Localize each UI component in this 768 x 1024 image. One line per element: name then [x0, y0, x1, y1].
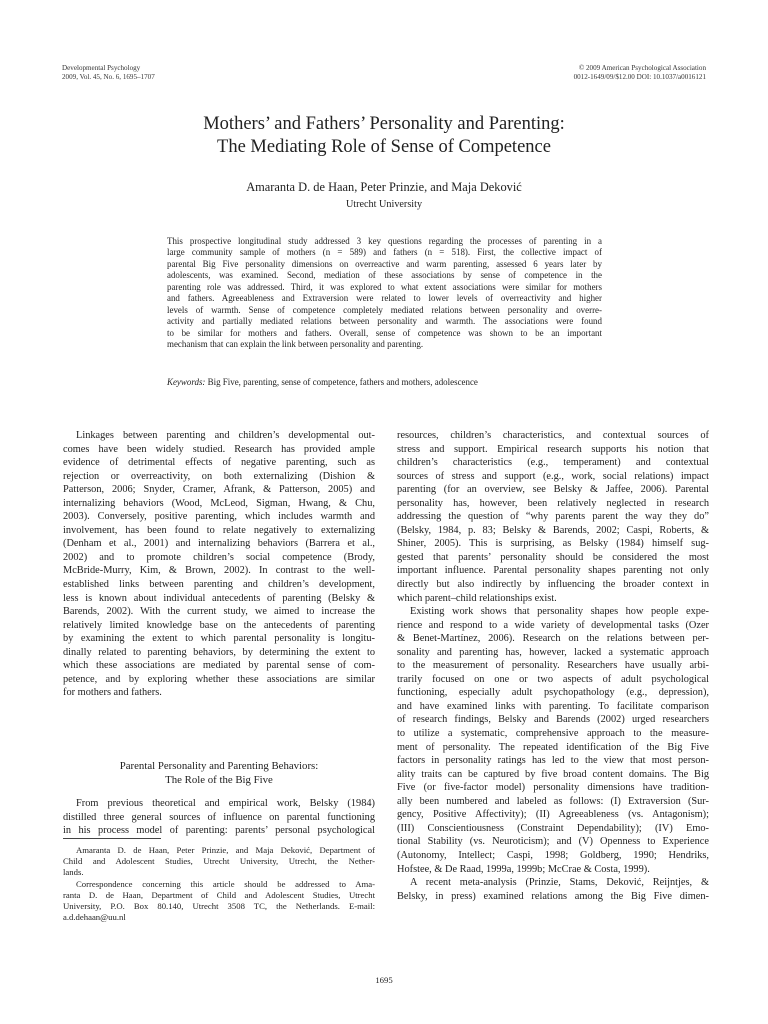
- body-line: sources of stress and support (e.g., work, social relations) impact: [397, 470, 709, 482]
- body-line: Existing work shows that personality shapes how people expe-: [410, 606, 709, 618]
- footnote-line: Child and Adolescent Studies, Utrecht University, Utrecht, the Nether-: [63, 856, 375, 867]
- body-line: personality has, however, been relatively neglected in research: [397, 497, 709, 509]
- abstract-line: parenting role was addressed. Third, it was explored to what extent associations were similar for mothers: [167, 281, 602, 292]
- journal-citation: [62, 64, 155, 81]
- body-line: tional Stability (vs. Neuroticism); and (V) Openness to Experience: [397, 836, 709, 848]
- body-line: and have examined links with parenting. To facilitate comparison: [397, 700, 709, 712]
- abstract-line: to be similar for mothers and fathers. Overall, sense of competence was shown to be an important: [167, 327, 602, 338]
- body-line: addressing the question of “why parents parent the way they do”: [397, 511, 709, 523]
- footnote-line: ranta D. de Haan, Department of Child and Adolescent Studies, Utrecht: [63, 889, 375, 900]
- body-line: established links between parenting and children’s development,: [63, 579, 375, 591]
- body-line: resources, children’s characteristics, and contextual sources of: [397, 430, 709, 441]
- abstract-line: large community sample of mothers (n = 589) and fathers (n = 518). First, the collective impact of: [167, 247, 602, 258]
- body-line: involvement, has been found to relate negatively to externalizing: [63, 524, 375, 536]
- abstract-line: and fathers. Agreeableness and Extraversion were related to lower levels of overreactivity and higher: [167, 293, 602, 304]
- body-line: ally been numbered and labeled as follows: (I) Extraversion (Sur-: [397, 795, 709, 807]
- author-list: Amaranta D. de Haan, Peter Prinzie, and Maja Deković: [246, 180, 522, 194]
- footnote-line: a.d.dehaan@uu.nl: [63, 912, 126, 923]
- body-line: Linkages between parenting and children’s developmental out-: [76, 430, 375, 441]
- body-line: of research findings, Belsky and Barends (2002) urged researchers: [397, 714, 709, 726]
- body-line: From previous theoretical and empirical work, Belsky (1984): [76, 798, 375, 809]
- body-line: (Belsky, 1984, p. 83; Belsky & Barends, 2002; Caspi, Roberts, &: [397, 524, 709, 536]
- body-line: less is known about individual antecedents of parenting (Belsky &: [63, 592, 375, 604]
- body-line: distilled three general sources of influence on parental functioning: [63, 811, 375, 823]
- body-line: comes have been widely studied. Research has provided ample: [63, 443, 375, 455]
- abstract-line: parental Big Five personality dimensions on overreactive and warm parenting, assessed 6 years later by: [167, 258, 602, 269]
- copyright-block: [574, 64, 706, 81]
- body-line: Shiner, 2005). This is surprising, as Belsky (1984) himself sug-: [397, 538, 709, 550]
- body-line: factors in personality ratings has led to the view that most person-: [397, 755, 709, 767]
- body-line: in his process model of parenting: parents’ personal psychological: [63, 825, 375, 837]
- copyright-line: © 2009 American Psychological Association: [578, 64, 706, 72]
- affiliation: Utrecht University: [345, 199, 423, 210]
- right-column: [397, 429, 709, 903]
- body-line: petence, and by exploring whether these associations are similar: [63, 673, 375, 685]
- abstract-line: mechanism that can explain the link between personality and parenting.: [167, 339, 424, 350]
- body-line: which parent–child relationships exist.: [397, 592, 557, 604]
- footnote-line: lands.: [63, 867, 84, 878]
- page-number: 1695: [375, 975, 393, 985]
- body-line: Hofstee, & De Raad, 1999a, 1999b; McCrae & Costa, 1999).: [397, 863, 650, 875]
- journal-volume: 2009, Vol. 45, No. 6, 1695–1707: [62, 72, 155, 81]
- body-line: 2003). Conversely, positive parenting, which includes warmth and: [63, 511, 375, 523]
- body-line: internalizing behaviors (Wood, McLeod, Sigman, Hwang, & Chu,: [63, 497, 375, 509]
- keywords: [167, 377, 602, 388]
- body-line: to utilize a systematic, comprehensive approach to the measure-: [397, 728, 709, 740]
- body-line: (Denham et al., 2001) and internalizing behaviors (Barrera et al.,: [63, 538, 375, 550]
- body-line: functioning, especially adult psychopathology (e.g., depression),: [397, 687, 709, 699]
- body-line: A recent meta-analysis (Prinzie, Stams, Deković, Reijntjes, &: [410, 877, 709, 889]
- section-heading-line: The Role of the Big Five: [165, 774, 273, 786]
- body-line: for mothers and fathers.: [63, 687, 162, 699]
- body-line: to the measurement of personality. Researchers have usually arbi-: [397, 660, 709, 672]
- body-line: Barends, 2002). With the current study, we aimed to increase the: [63, 606, 375, 618]
- body-line: Patterson, 2006; Snyder, Cramer, Afrank, & Patterson, 2005) and: [63, 484, 375, 496]
- footnote-divider: [63, 838, 161, 839]
- body-line: (Autonomy, Intellect; Caspi, 1998; Goldberg, 1990; Hendriks,: [397, 849, 709, 861]
- title-line: The Mediating Role of Sense of Competence: [217, 137, 551, 157]
- left-column: [63, 429, 375, 700]
- left-column-section: [63, 797, 375, 838]
- body-line: gested that parents’ personality should be considered the most: [397, 551, 709, 563]
- body-line: by examining the extent to which parental personality is longitu-: [63, 633, 375, 645]
- article-title: [0, 113, 768, 159]
- body-line: dinally related to parenting behaviors, by determining the extent to: [63, 646, 375, 658]
- footnote-line: Correspondence concerning this article should be addressed to Ama-: [76, 878, 375, 889]
- journal-name: Developmental Psychology: [62, 64, 141, 72]
- abstract-line: levels of warmth. Sense of competence completely mediated relations between personality and overre-: [167, 304, 602, 315]
- body-line: (III) Conscientiousness (Constraint Dependability); (IV) Emo-: [397, 822, 709, 834]
- body-line: ality traits can be captured by five broad content domains. The Big: [397, 768, 709, 780]
- abstract: [167, 236, 602, 351]
- body-line: stress and support. Empirical research supports his notion that: [397, 443, 709, 455]
- keywords-text: Big Five, parenting, sense of competence, fathers and mothers, adolescence: [205, 377, 478, 387]
- body-line: rejection or overreactivity, on both externalizing (Dishion &: [63, 470, 375, 482]
- body-line: directly but also indirectly by influencing the broader context in: [397, 579, 709, 591]
- body-line: gency, Positive Affectivity); (II) Agreeableness (vs. Antagonism);: [397, 809, 709, 821]
- section-heading-line: Parental Personality and Parenting Behaviors:: [119, 760, 319, 772]
- body-line: children’s characteristics (e.g., temperament) and contextual: [397, 457, 709, 469]
- keywords-label: Keywords:: [167, 377, 206, 387]
- body-line: McBride-Murry, Kim, & Brown, 2002). In contrast to the well-: [63, 565, 375, 577]
- abstract-line: This prospective longitudinal study addressed 3 key questions regarding the processes of parenting in a: [167, 236, 602, 246]
- title-line: Mothers’ and Fathers’ Personality and Parenting:: [203, 114, 565, 134]
- body-line: parenting (for an overview, see Belsky & Jaffee, 2006). Parental: [397, 484, 709, 496]
- footnote-line: University, P.O. Box 80.140, Utrecht 3508 TC, the Netherlands. E-mail:: [63, 901, 375, 912]
- body-line: sonality and parenting has, however, lacked a systematic approach: [397, 646, 709, 658]
- body-line: Belsky, in press) examined relations among the Big Five dimen-: [397, 890, 709, 902]
- body-line: ment of personality. The repeated identification of the Big Five: [397, 741, 709, 753]
- body-line: Five (or five-factor model) personality dimensions have tradition-: [397, 782, 709, 794]
- abstract-line: adolescents, was examined. Second, mediation of these associations by sense of competence in the: [167, 270, 602, 281]
- body-line: which these associations are mediated by parental sense of com-: [63, 660, 375, 672]
- footnote-line: Amaranta D. de Haan, Peter Prinzie, and Maja Deković, Department of: [76, 845, 375, 855]
- body-line: important influence. Parental personality shapes parenting not only: [397, 565, 709, 577]
- abstract-line: activity and partially mediated relations between personality and warmth. The associations were found: [167, 316, 602, 327]
- body-line: relatively limited knowledge base on the antecedents of parenting: [63, 619, 375, 631]
- author-footnote: [63, 845, 375, 923]
- section-heading: [63, 759, 375, 787]
- body-line: rience and respond to a wide variety of developmental tasks (Ozer: [397, 619, 709, 631]
- doi-line: 0012-1649/09/$12.00 DOI: 10.1037/a0016121: [573, 72, 706, 81]
- body-line: & Benet-Martínez, 2006). Research on the relations between per-: [397, 633, 709, 645]
- body-line: 2002) and to promote children’s social competence (Brody,: [63, 551, 375, 563]
- body-line: evidence of detrimental effects of negative parenting, such as: [63, 457, 375, 469]
- body-line: trarily focused on one or two aspects of adult psychological: [397, 673, 709, 685]
